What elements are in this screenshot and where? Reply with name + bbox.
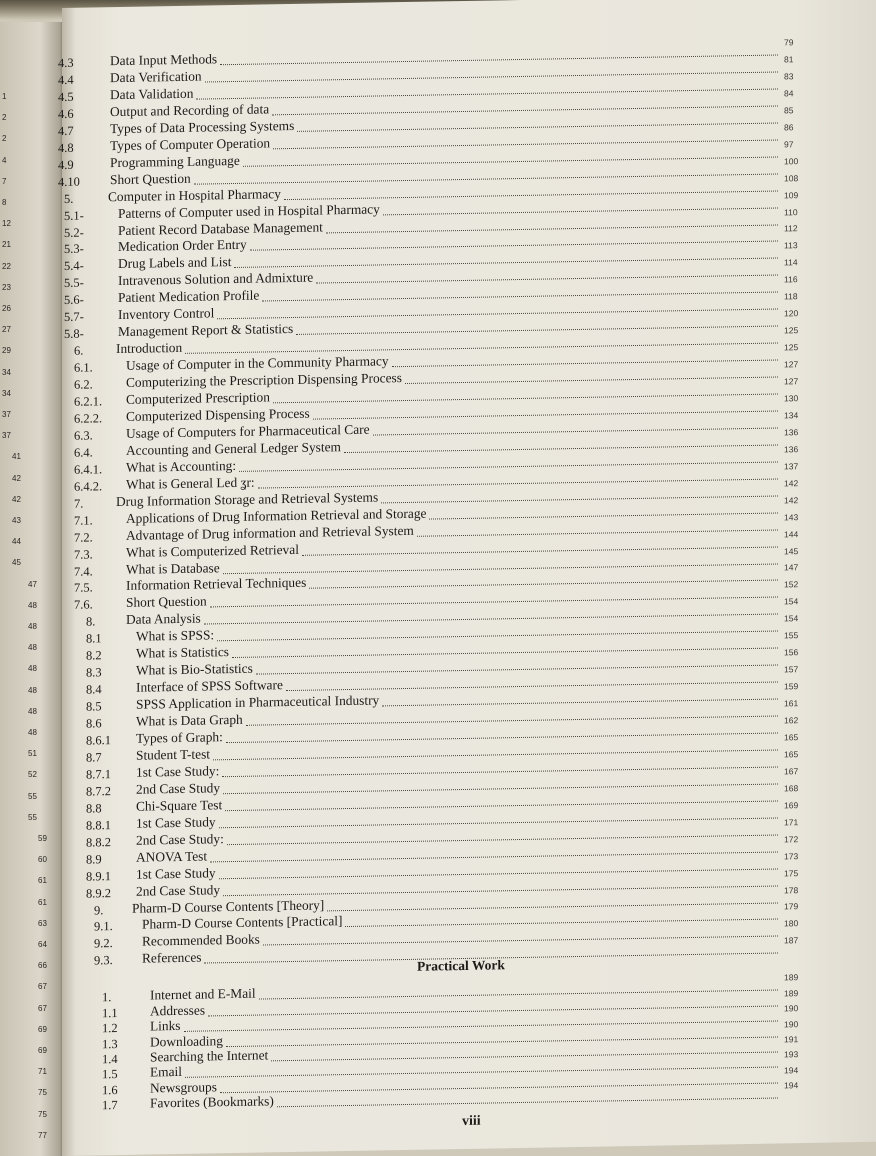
entry-page-number: 145 bbox=[784, 545, 799, 556]
entry-title: 2nd Case Study: bbox=[136, 830, 224, 848]
entry-page-number: 125 bbox=[784, 342, 799, 353]
entry-number: 1.2 bbox=[102, 1021, 118, 1036]
entry-title: Types of Graph: bbox=[136, 729, 223, 746]
entry-title: Newsgroups bbox=[150, 1078, 217, 1096]
entry-number: 5.3- bbox=[64, 242, 84, 257]
entry-page-number: 118 bbox=[784, 291, 798, 302]
entry-number: 6. bbox=[74, 343, 84, 358]
entry-page-number: 109 bbox=[784, 189, 799, 200]
entry-title: SPSS Application in Pharmaceutical Industry bbox=[136, 692, 380, 712]
entry-title: Downloading bbox=[150, 1032, 223, 1049]
entry-title: Introduction bbox=[116, 340, 183, 357]
left-page-number: 48 bbox=[28, 643, 37, 653]
entry-page-number: 84 bbox=[784, 88, 794, 99]
left-page-number: 64 bbox=[38, 940, 47, 949]
toc-page bbox=[58, 0, 876, 1156]
entry-number: 4.9 bbox=[58, 157, 74, 172]
entry-title: Data Verification bbox=[110, 68, 202, 86]
entry-number: 5.8- bbox=[64, 326, 84, 342]
entry-title: Patient Medication Profile bbox=[118, 287, 260, 306]
entry-page-number: 154 bbox=[784, 613, 799, 624]
left-page-number: 71 bbox=[38, 1067, 47, 1077]
entry-page-number: 142 bbox=[784, 494, 799, 506]
entry-page-number: 194 bbox=[784, 1064, 799, 1076]
entry-page-number: 165 bbox=[784, 732, 799, 743]
entry-number: 5. bbox=[64, 191, 74, 206]
entry-page-number: 136 bbox=[784, 443, 799, 455]
entry-title: References bbox=[142, 949, 202, 966]
entry-title: 1st Case Study bbox=[136, 814, 216, 831]
left-page-number: 67 bbox=[38, 982, 47, 992]
entry-page-number: 143 bbox=[784, 511, 799, 522]
entry-title: Searching the Internet bbox=[150, 1047, 269, 1065]
entry-number: 8.6.1 bbox=[86, 733, 111, 748]
entry-title: Chi-Square Test bbox=[136, 797, 223, 814]
entry-number: 1.7 bbox=[102, 1098, 118, 1113]
left-page-number: 2 bbox=[2, 113, 7, 123]
entry-page-number: 152 bbox=[784, 579, 799, 590]
entry-page-number: 157 bbox=[784, 664, 799, 675]
entry-page-number: 175 bbox=[784, 867, 799, 878]
entry-title: Student T-test bbox=[136, 746, 211, 763]
entry-number: 1.1 bbox=[102, 1005, 118, 1020]
entry-number: 4.7 bbox=[58, 123, 74, 138]
page-folio: viii bbox=[462, 1113, 481, 1129]
entry-number: 6.4. bbox=[74, 445, 93, 460]
entry-number: 8.5 bbox=[86, 699, 102, 714]
left-page-number: 37 bbox=[2, 431, 11, 441]
left-page-number: 48 bbox=[28, 706, 37, 716]
entry-title: Medication Order Entry bbox=[118, 237, 247, 255]
entry-number: 5.1- bbox=[64, 208, 84, 223]
entry-page-number: 169 bbox=[784, 799, 799, 811]
entry-page-number: 86 bbox=[784, 121, 794, 133]
entry-page-number: 190 bbox=[784, 1018, 799, 1029]
entry-title: Links bbox=[150, 1018, 181, 1034]
left-page-number: 75 bbox=[38, 1109, 47, 1119]
left-page-number: 42 bbox=[12, 473, 21, 483]
entry-page-number: 191 bbox=[784, 1034, 799, 1045]
left-page-number: 29 bbox=[2, 346, 11, 356]
entry-title: Pharm-D Course Contents [Practical] bbox=[142, 913, 343, 933]
entry-page-number: 171 bbox=[784, 816, 799, 828]
entry-title: What is Bio-Statistics bbox=[136, 660, 253, 678]
entry-number: 5.7- bbox=[64, 309, 84, 325]
entry-number: 6.1. bbox=[74, 360, 93, 375]
entry-page-number: 142 bbox=[784, 477, 799, 489]
entry-page-number: 125 bbox=[784, 325, 799, 336]
entry-number: 8.9.2 bbox=[86, 885, 111, 901]
entry-number: 6.4.2. bbox=[74, 479, 103, 494]
entry-number: 1. bbox=[102, 990, 112, 1005]
entry-number: 7.4. bbox=[74, 563, 93, 579]
left-page-number: 67 bbox=[38, 1003, 47, 1013]
entry-page-number: 134 bbox=[784, 410, 799, 421]
entry-page-number: 136 bbox=[784, 426, 799, 438]
entry-page-number: 167 bbox=[784, 765, 799, 777]
dot-leader bbox=[277, 1097, 778, 1108]
entry-page-number: 165 bbox=[784, 749, 799, 760]
entry-number: 1.5 bbox=[102, 1067, 118, 1082]
left-page-number: 52 bbox=[28, 770, 37, 780]
left-page-number: 42 bbox=[12, 494, 21, 504]
entry-title: ANOVA Test bbox=[136, 848, 208, 865]
left-page-number: 4 bbox=[2, 155, 7, 165]
left-page-number: 1 bbox=[2, 92, 7, 101]
entry-number: 9.2. bbox=[94, 936, 113, 951]
entry-page-number: 83 bbox=[784, 71, 794, 82]
entry-title: Short Question bbox=[110, 170, 191, 187]
entry-title: What is General Led ʓr: bbox=[126, 474, 255, 492]
entry-page-number: 162 bbox=[784, 715, 799, 726]
entry-number: 7.3. bbox=[74, 547, 93, 562]
left-page-number: 48 bbox=[28, 664, 37, 674]
entry-title: Internet and E-Mail bbox=[150, 985, 256, 1003]
entry-title: Recommended Books bbox=[142, 931, 260, 949]
entry-page-number: 161 bbox=[784, 698, 799, 709]
entry-number: 8.7.2 bbox=[86, 783, 111, 799]
left-page-number: 8 bbox=[2, 198, 7, 207]
entry-number: 4.4 bbox=[58, 72, 74, 88]
entry-page-number: 112 bbox=[784, 223, 798, 234]
entry-number: 9.1. bbox=[94, 919, 113, 934]
left-page-number: 21 bbox=[2, 240, 11, 250]
left-page-number: 69 bbox=[38, 1046, 47, 1055]
left-page-number: 23 bbox=[2, 282, 11, 292]
entry-page-number: 173 bbox=[784, 850, 799, 861]
left-page-number: 27 bbox=[2, 325, 11, 335]
entry-title: Usage of Computer in the Community Pharmacy bbox=[126, 353, 389, 373]
entry-number: 8.7.1 bbox=[86, 767, 111, 782]
left-page-number: 60 bbox=[38, 855, 47, 865]
entry-title: Patient Record Database Management bbox=[118, 218, 323, 238]
entry-title: 1st Case Study bbox=[136, 864, 216, 882]
entry-number: 4.10 bbox=[58, 174, 80, 189]
left-page-number: 41 bbox=[12, 452, 21, 462]
entry-title: Patterns of Computer used in Hospital Pharmacy bbox=[118, 200, 380, 221]
entry-number: 1.6 bbox=[102, 1082, 118, 1097]
entry-number: 8.1 bbox=[86, 631, 102, 646]
entry-title: Drug Information Storage and Retrieval Systems bbox=[116, 489, 379, 509]
left-page-number: 61 bbox=[38, 876, 47, 886]
entry-title: Management Report & Statistics bbox=[118, 321, 294, 340]
left-page-number: 66 bbox=[38, 961, 47, 971]
entry-page-number: 120 bbox=[784, 308, 799, 319]
entry-title: Applications of Drug Information Retrieval and Storage bbox=[126, 505, 427, 526]
entry-page-number: 144 bbox=[784, 528, 799, 539]
entry-title: Email bbox=[150, 1064, 182, 1080]
entry-title: Pharm-D Course Contents [Theory] bbox=[132, 896, 325, 916]
entry-title: Advantage of Drug information and Retrieval System bbox=[126, 522, 414, 543]
entry-page-number: 156 bbox=[784, 647, 799, 658]
entry-number: 7. bbox=[74, 496, 84, 511]
entry-page-number: 127 bbox=[784, 359, 799, 370]
entry-number: 4.6 bbox=[58, 106, 74, 121]
entry-title: 2nd Case Study bbox=[136, 881, 221, 899]
entry-title: Programming Language bbox=[110, 152, 240, 170]
left-page-edge bbox=[0, 22, 62, 1156]
entry-title: Data Analysis bbox=[126, 610, 201, 628]
entry-title: What is Computerized Retrieval bbox=[126, 541, 299, 560]
entry-title: Favorites (Bookmarks) bbox=[150, 1093, 274, 1111]
left-page-number: 43 bbox=[12, 516, 21, 525]
left-page-number: 51 bbox=[28, 749, 37, 759]
entry-page-number: 127 bbox=[784, 376, 799, 387]
entry-title: Data Validation bbox=[110, 85, 194, 103]
left-page-number: 44 bbox=[12, 537, 21, 547]
entry-title: What is SPSS: bbox=[136, 627, 215, 645]
left-page-number: 48 bbox=[28, 685, 37, 695]
entry-title: Short Question bbox=[126, 593, 207, 611]
entry-title: Computerized Prescription bbox=[126, 389, 270, 407]
entry-title: Types of Computer Operation bbox=[110, 135, 271, 153]
entry-number: 8.9.1 bbox=[86, 868, 111, 884]
entry-page-number: 116 bbox=[784, 274, 798, 285]
entry-number: 8.8.2 bbox=[86, 834, 111, 850]
entry-page-number: 154 bbox=[784, 596, 799, 607]
entry-title: Types of Data Processing Systems bbox=[110, 117, 295, 136]
entry-number: 8.8 bbox=[86, 801, 102, 816]
entry-page-number: 97 bbox=[784, 138, 794, 150]
entry-number: 8.8.1 bbox=[86, 817, 111, 833]
entry-page-number: 179 bbox=[784, 901, 799, 912]
left-page-number: 59 bbox=[38, 834, 47, 843]
left-page-number: 22 bbox=[2, 261, 11, 271]
entry-title: Addresses bbox=[150, 1002, 206, 1019]
entry-number: 8.7 bbox=[86, 750, 102, 765]
entry-title: Computer in Hospital Pharmacy bbox=[108, 185, 281, 204]
left-page-number: 55 bbox=[28, 812, 37, 822]
entry-number: 4.5 bbox=[58, 89, 74, 104]
entry-page-number: 180 bbox=[784, 918, 799, 929]
entry-title: Usage of Computers for Pharmaceutical Care bbox=[126, 421, 370, 441]
left-page-number: 69 bbox=[38, 1024, 47, 1034]
entry-title: What is Accounting: bbox=[126, 457, 237, 475]
left-page-number: 63 bbox=[38, 918, 47, 928]
entry-number: 8.2 bbox=[86, 648, 102, 663]
entry-page-number: 155 bbox=[784, 630, 799, 641]
entry-number: 6.4.1. bbox=[74, 462, 103, 477]
entry-number: 5.5- bbox=[64, 275, 84, 291]
entry-page-number: 159 bbox=[784, 681, 799, 692]
left-page-number: 45 bbox=[12, 558, 21, 568]
entry-page-number: 79 bbox=[784, 37, 794, 48]
left-page-number: 48 bbox=[28, 600, 37, 610]
entry-number: 6.2.2. bbox=[74, 411, 103, 426]
entry-title: Output and Recording of data bbox=[110, 101, 270, 120]
left-page-number: 77 bbox=[38, 1130, 47, 1140]
entry-title: What is Database bbox=[126, 559, 220, 577]
entry-page-number: 110 bbox=[784, 206, 798, 217]
entry-page-number: 147 bbox=[784, 562, 799, 573]
entry-page-number: 130 bbox=[784, 393, 799, 404]
entry-number: 9.3. bbox=[94, 953, 113, 968]
entry-page-number: 113 bbox=[784, 240, 798, 251]
entry-number: 9. bbox=[94, 902, 104, 917]
entry-number: 7.5. bbox=[74, 580, 93, 596]
entry-page-number: 194 bbox=[784, 1080, 799, 1091]
entry-number: 8.9 bbox=[86, 851, 102, 867]
entry-page-number: 189 bbox=[784, 987, 799, 999]
left-page-number: 7 bbox=[2, 176, 7, 186]
left-page-number: 48 bbox=[28, 622, 37, 631]
left-page-number: 37 bbox=[2, 410, 11, 419]
left-page-number: 12 bbox=[2, 219, 11, 229]
entry-number: 8.4 bbox=[86, 682, 102, 697]
entry-page-number: 172 bbox=[784, 833, 799, 845]
entry-title: Computerizing the Prescription Dispensing Process bbox=[126, 370, 402, 390]
left-page-number: 75 bbox=[38, 1088, 47, 1098]
entry-title: 2nd Case Study bbox=[136, 780, 221, 797]
left-page-number: 26 bbox=[2, 304, 11, 313]
left-page-number: 61 bbox=[38, 897, 47, 907]
left-page-number: 2 bbox=[2, 134, 7, 144]
entry-title: Information Retrieval Techniques bbox=[126, 575, 307, 594]
entry-page-number: 168 bbox=[784, 782, 799, 794]
left-page-number: 55 bbox=[28, 791, 37, 801]
entry-title: Computerized Dispensing Process bbox=[126, 405, 310, 424]
entry-page-number: 100 bbox=[784, 155, 799, 167]
entry-number: 5.6- bbox=[64, 292, 84, 308]
left-page-number: 47 bbox=[28, 579, 37, 589]
entry-page-number: 193 bbox=[784, 1049, 799, 1060]
entry-number: 1.3 bbox=[102, 1036, 118, 1051]
entry-number: 1.4 bbox=[102, 1051, 118, 1067]
entry-number: 7.6. bbox=[74, 597, 93, 613]
entry-number: 5.4- bbox=[64, 259, 84, 274]
entry-number: 7.1. bbox=[74, 513, 93, 528]
entry-page-number: 178 bbox=[784, 884, 799, 895]
entry-title: Accounting and General Ledger System bbox=[126, 438, 341, 458]
entry-page-number: 81 bbox=[784, 54, 794, 65]
entry-page-number: 108 bbox=[784, 172, 799, 183]
entry-title: 1st Case Study: bbox=[136, 763, 220, 780]
entry-title: Inventory Control bbox=[118, 305, 215, 323]
entry-page-number: 137 bbox=[784, 460, 799, 472]
entry-page-number: 85 bbox=[784, 105, 794, 116]
entry-page-number: 114 bbox=[784, 257, 798, 268]
left-page-number: 48 bbox=[28, 728, 37, 737]
entry-number: 8.6 bbox=[86, 716, 102, 731]
entry-title: Data Input Methods bbox=[110, 51, 218, 69]
entry-number: 4.3 bbox=[58, 55, 74, 71]
entry-title: Intravenous Solution and Admixture bbox=[118, 269, 314, 289]
entry-page-number: 190 bbox=[784, 1003, 799, 1014]
entry-number: 8. bbox=[86, 614, 96, 629]
left-page-number: 34 bbox=[2, 367, 11, 377]
entry-number: 5.2- bbox=[64, 225, 84, 240]
entry-title: What is Data Graph bbox=[136, 711, 243, 729]
entry-title: Interface of SPSS Software bbox=[136, 677, 283, 695]
entry-number: 8.3 bbox=[86, 665, 102, 680]
entry-number: 4.8 bbox=[58, 140, 74, 155]
entry-title: Drug Labels and List bbox=[118, 254, 232, 272]
practical-work-heading: Practical Work bbox=[417, 957, 505, 975]
entry-page-number: 187 bbox=[784, 935, 799, 946]
entry-page-number: 189 bbox=[784, 972, 799, 983]
entry-number: 6.3. bbox=[74, 428, 93, 443]
entry-number: 6.2.1. bbox=[74, 394, 103, 409]
entry-title: What is Statistics bbox=[136, 644, 229, 661]
left-page-number: 34 bbox=[2, 388, 11, 398]
entry-number: 6.2. bbox=[74, 377, 93, 392]
entry-number: 7.2. bbox=[74, 530, 93, 545]
